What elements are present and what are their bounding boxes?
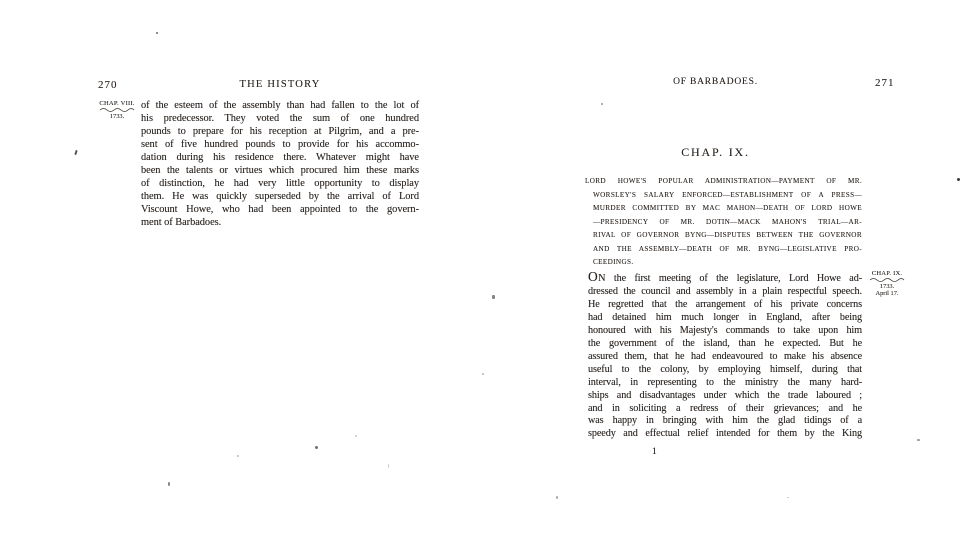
scan-speck	[482, 373, 484, 375]
summary-line: WORSLEY'S SALARY ENFORCED—ESTABLISHMENT OF A PRESS—	[593, 190, 862, 199]
body-line: dressed the council and assembly in a plain respectful speech.	[588, 285, 862, 297]
body-line: them. He was quickly superseded by the arrival of Lord	[141, 191, 419, 202]
scan-speck	[168, 482, 170, 486]
body-line: He regretted that the arrangement of his private concerns	[588, 298, 862, 310]
body-line: dation during his residence there. Whatever might have	[141, 152, 419, 163]
body-line: of distinction, he had very little opportunity to display	[141, 178, 419, 189]
body-line: honoured with his Majesty's commands to take upon him	[588, 324, 862, 336]
margin-year: 1733.	[879, 282, 895, 290]
body-line: had detained him much longer in England, after being	[588, 311, 862, 323]
scan-speck	[787, 497, 789, 498]
body-line: the government of the island, than he expected. But he	[588, 337, 862, 349]
scan-speck	[237, 455, 239, 457]
chapter-summary	[585, 175, 862, 270]
body-line: pounds to prepare for his reception at Pilgrim, and a pre-	[141, 126, 419, 137]
scan-speck	[556, 496, 558, 499]
scan-speck	[601, 103, 603, 105]
running-header-right: OF BARBADOES.	[673, 77, 758, 87]
left-body-text	[141, 99, 419, 229]
summary-line: MURDER COMMITTED BY MAC MAHON—DEATH OF LORD HOWE	[593, 204, 862, 212]
margin-year: 1733.	[109, 112, 125, 120]
body-line: interval, in representing to the ministry the many hard-	[588, 376, 862, 388]
scan-speck	[492, 295, 495, 299]
body-line-rest: N the first meeting of the legislature, Lord Howe ad-	[598, 273, 862, 284]
summary-line: AND THE ASSEMBLY—DEATH OF MR. BYNG—LEGISLATIVE PRO-	[593, 244, 862, 253]
page-number-right: 271	[875, 77, 895, 89]
margin-note-left	[94, 100, 140, 120]
body-line: assured them, that he had endeavoured to make his absence	[588, 350, 862, 362]
body-line: and in soliciting a redress of their grievances; and he	[588, 402, 862, 414]
body-line-with-initial	[588, 271, 862, 286]
page-number-left: 270	[98, 79, 118, 91]
running-header-left: THE HISTORY	[239, 79, 321, 90]
right-body-text	[588, 271, 862, 441]
scan-speck	[355, 435, 357, 437]
chapter-heading: CHAP. IX.	[681, 145, 750, 159]
scan-speck	[315, 446, 318, 449]
summary-line: CEEDINGS.	[593, 258, 634, 266]
body-line: his predecessor. They voted the sum of one hundred	[141, 113, 419, 124]
body-line: useful to the colony, by employing himself, during that	[588, 363, 862, 375]
body-line: ment of Barbadoes.	[141, 217, 222, 228]
margin-note-right	[859, 270, 915, 298]
margin-date: April 17.	[875, 290, 899, 297]
body-line: speedy and effectual relief intended for them by the King	[588, 428, 862, 440]
body-line: was happy in bringing with him the glad tidings of a	[588, 415, 862, 427]
scan-speck	[156, 32, 158, 34]
body-line: Viscount Howe, who had been appointed to the govern-	[141, 204, 419, 215]
signature-mark: 1	[652, 447, 657, 457]
summary-line: RIVAL OF GOVERNOR BYNG—DISPUTES BETWEEN THE GOVERNOR	[593, 231, 862, 239]
summary-line: LORD HOWE'S POPULAR ADMINISTRATION—PAYMENT OF MR.	[585, 177, 862, 185]
summary-line: —PRESIDENCY OF MR. DOTIN—MACK MAHON'S TRIAL—AR-	[593, 217, 862, 226]
margin-chapter-label: CHAP. VIII.	[99, 100, 135, 107]
body-line: of the esteem of the assembly than had fallen to the lot of	[141, 100, 419, 111]
margin-chapter-label: CHAP. IX.	[871, 270, 903, 277]
body-line: sent of five hundred pounds to provide for his accommo-	[141, 139, 419, 150]
scan-speck	[388, 464, 389, 468]
scan-speck	[74, 150, 77, 155]
scan-speck	[917, 439, 920, 441]
drop-initial: O	[588, 269, 599, 284]
scan-speck	[957, 178, 960, 181]
body-line: been the talents or virtues which procured him these marks	[141, 165, 419, 176]
body-line: ships and disadvantages under which the trade laboured ;	[588, 389, 862, 401]
